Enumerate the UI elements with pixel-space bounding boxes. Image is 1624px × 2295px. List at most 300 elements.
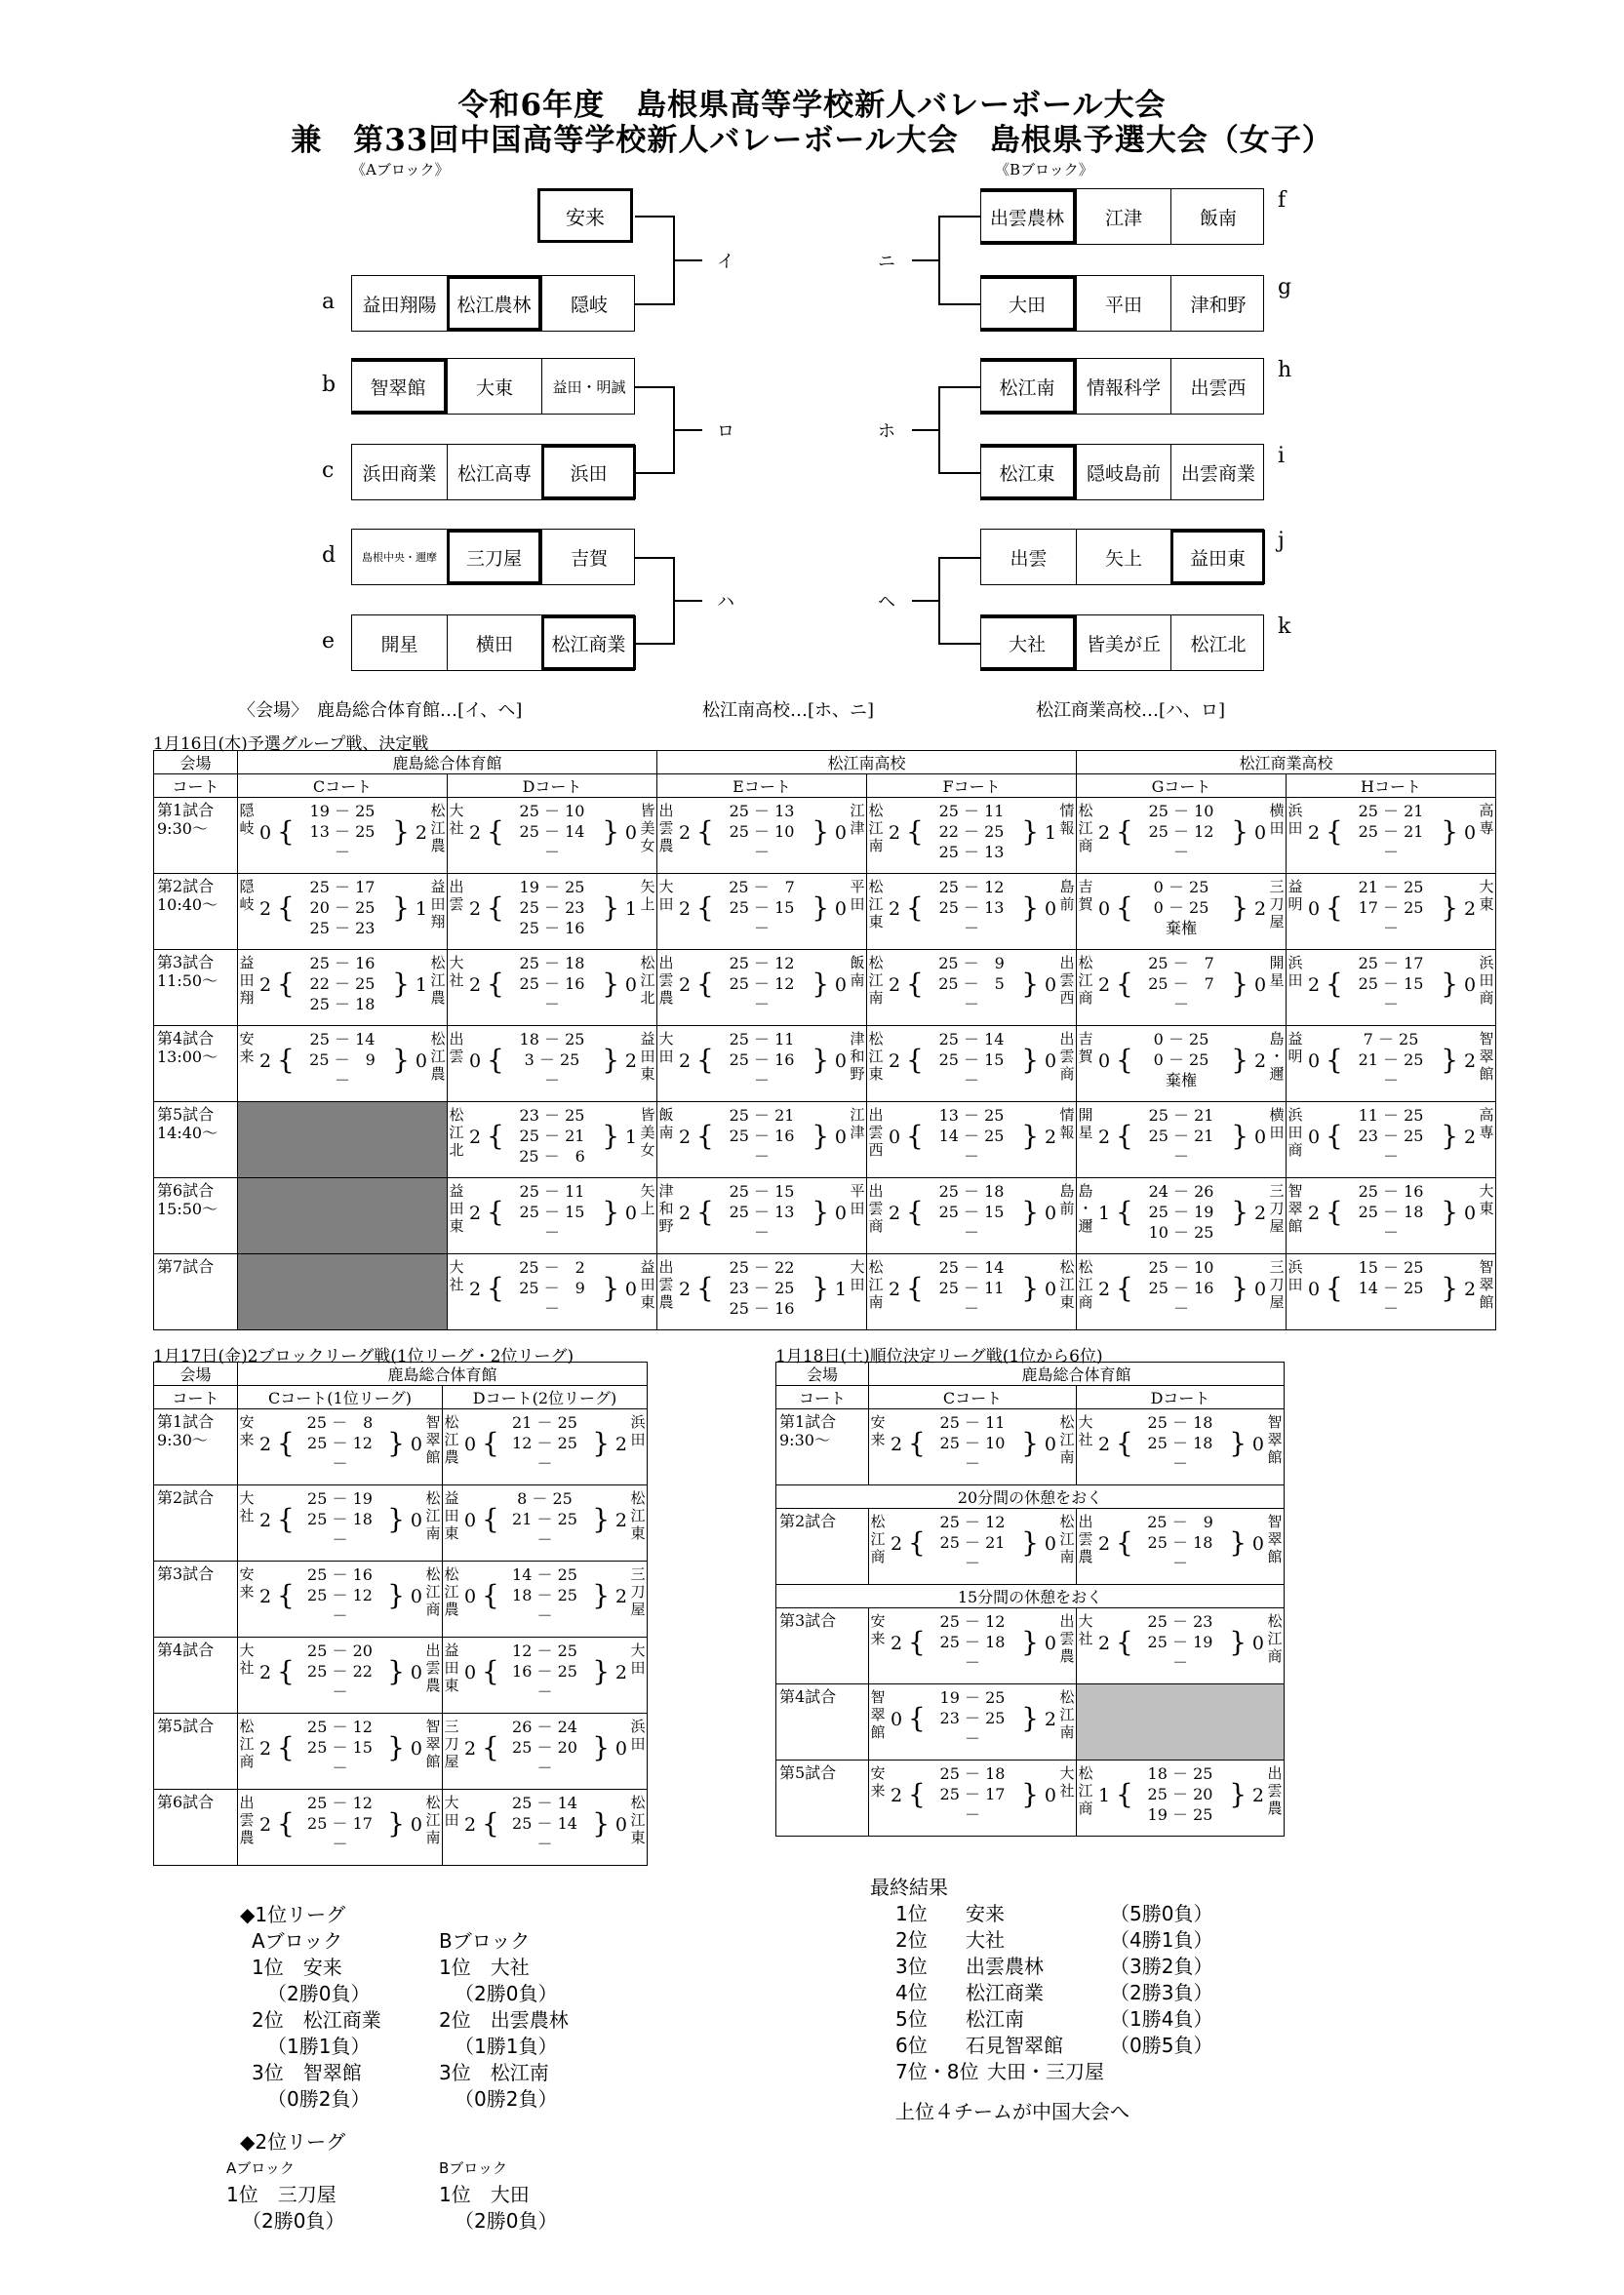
- set-score: －: [964, 1454, 980, 1473]
- team-cell: 隠岐島前: [1076, 445, 1170, 499]
- set-score: 22 － 25: [938, 822, 1005, 841]
- sets-won-home: 2: [889, 1050, 901, 1072]
- set-scores: [924, 877, 1019, 938]
- team-home: 出 雲 西: [868, 1106, 884, 1159]
- brace-left: {: [1116, 968, 1133, 1000]
- brace-right: }: [387, 1655, 405, 1687]
- sets-won-home: 1: [1098, 1203, 1111, 1224]
- team-home: 大 社: [449, 1258, 464, 1293]
- set-score: 25 － 18: [519, 954, 585, 972]
- final-record: （5勝0負）: [1110, 1902, 1213, 1925]
- day2-caption: 1月17日(金)2ブロックリーグ戦(1位リーグ・2位リーグ): [153, 1347, 574, 1366]
- brace-left: {: [696, 1196, 714, 1228]
- brace-right: }: [1021, 1044, 1040, 1076]
- brace-left: {: [482, 1579, 499, 1611]
- sets-won-home: 2: [889, 1203, 901, 1224]
- sets-won-away: 2: [1253, 1050, 1267, 1072]
- sets-won-home: 2: [1098, 1533, 1111, 1555]
- brace-right: }: [1231, 1044, 1249, 1076]
- venue-header-label: 会場: [154, 1363, 238, 1386]
- set-score: 25 － 21: [1358, 822, 1424, 841]
- match-result: [238, 1409, 442, 1484]
- brace-left: {: [482, 1655, 499, 1687]
- set-score: 25 － 11: [519, 1182, 585, 1201]
- brace-right: }: [1229, 1526, 1248, 1559]
- set-score: 19 － 25: [939, 1688, 1006, 1707]
- venue-name: 鹿島総合体育館: [869, 1363, 1285, 1386]
- sets-won-home: 2: [469, 974, 482, 996]
- day3-table: [775, 1362, 1285, 1837]
- sets-won-home: 2: [259, 1434, 272, 1455]
- match-cell: [238, 1026, 448, 1102]
- team-away: 出 雲 西: [1059, 954, 1075, 1007]
- group-label: g: [1278, 275, 1292, 299]
- brace-right: }: [602, 1196, 620, 1228]
- match-result: [867, 950, 1076, 1025]
- sets-won-away: 1: [834, 1279, 848, 1300]
- final-rank: 6位: [895, 2034, 928, 2057]
- set-score: 18 － 25: [512, 1586, 577, 1604]
- match-result: [657, 950, 866, 1025]
- set-score: 25 － 10: [1148, 802, 1214, 820]
- team-cell: 三刀屋: [447, 530, 541, 584]
- brace-left: {: [1116, 1778, 1133, 1810]
- match-row: [776, 1509, 1285, 1585]
- set-score: －: [754, 995, 771, 1013]
- set-score: 24 － 26: [1148, 1182, 1214, 1201]
- set-score: 25 － 10: [1148, 1258, 1214, 1277]
- set-score: －: [332, 1759, 348, 1777]
- sets-won-home: 1: [1098, 1785, 1111, 1806]
- sets-won-home: 2: [891, 1785, 903, 1806]
- brace-left: {: [1116, 1272, 1133, 1304]
- set-scores: [1343, 1029, 1439, 1090]
- brace-left: {: [908, 1526, 926, 1559]
- venue-header-row: [154, 1363, 648, 1386]
- match-cell: [657, 1254, 867, 1330]
- set-score: 25 － 21: [1148, 1106, 1214, 1125]
- team-away: 平 田: [850, 1182, 865, 1217]
- match-row: [154, 1485, 648, 1562]
- brace-left: {: [482, 1731, 499, 1763]
- set-scores: [504, 801, 600, 862]
- match-cell: [448, 950, 657, 1026]
- set-score: －: [1173, 1299, 1190, 1318]
- set-scores: [295, 801, 390, 862]
- match-slot: 第2試合 10:40～: [154, 874, 238, 950]
- match-slot: 第2試合: [776, 1509, 869, 1585]
- match-cell: [867, 1102, 1077, 1178]
- final-note: 上位４チームが中国大会へ: [895, 2100, 1129, 2123]
- brace-left: {: [1116, 1044, 1133, 1076]
- final-team: 安来: [966, 1902, 1005, 1925]
- team-away: 松 江 南: [425, 1794, 441, 1846]
- brace-left: {: [1116, 1526, 1133, 1559]
- team-cell: 浜田商業: [362, 462, 437, 485]
- group-row: [980, 358, 1264, 415]
- match-cell: [1287, 1026, 1496, 1102]
- team-home: 益 田 翔: [239, 954, 255, 1007]
- set-score: 25 － 12: [939, 1612, 1006, 1631]
- sets-won-home: 2: [891, 1533, 903, 1555]
- set-score: 25 － 14: [519, 822, 585, 841]
- bracket-line: [635, 472, 674, 474]
- court-name: Dコート(2位リーグ): [443, 1386, 648, 1409]
- bracket-line: [912, 259, 939, 261]
- team-away: 松 江 南: [1059, 1413, 1075, 1466]
- set-scores: [295, 1564, 385, 1626]
- match-slot: 第1試合 9:30～: [154, 1409, 238, 1485]
- match-result: [238, 1026, 447, 1101]
- venue-header-row: [154, 751, 1496, 774]
- match-result: [867, 1178, 1076, 1253]
- match-cell: [1077, 1684, 1285, 1761]
- brace-left: {: [482, 1427, 499, 1459]
- match-result: [448, 950, 656, 1025]
- brace-left: {: [487, 1196, 504, 1228]
- day1-table: [153, 750, 1496, 1330]
- team-home: 浜 田: [1287, 1258, 1303, 1293]
- match-result: [1287, 1254, 1495, 1329]
- set-scores: [714, 801, 810, 862]
- sets-won-home: 2: [1308, 1203, 1321, 1224]
- team-away: 出 雲 農: [425, 1642, 441, 1694]
- match-result: [867, 798, 1076, 873]
- court-header-label: コート: [154, 1386, 238, 1409]
- set-scores: [1133, 1029, 1229, 1090]
- break-row: [776, 1485, 1285, 1509]
- team-home: 隠 岐: [239, 802, 255, 837]
- brace-right: }: [812, 1196, 830, 1228]
- brace-right: }: [1021, 1778, 1039, 1810]
- final-title: 最終結果: [870, 1876, 948, 1899]
- set-score: －: [1173, 995, 1190, 1013]
- match-row: [154, 798, 1496, 874]
- sets-won-away: 0: [834, 1203, 848, 1224]
- brace-right: }: [1441, 815, 1459, 848]
- group-label: d: [322, 543, 337, 568]
- match-cell: [238, 874, 448, 950]
- match-result: [869, 1608, 1076, 1683]
- sets-won-away: 2: [1253, 1203, 1267, 1224]
- sets-won-home: 2: [889, 974, 901, 996]
- sets-won-away: 0: [834, 1127, 848, 1148]
- match-cell: [869, 1684, 1077, 1761]
- venue-note-1: 〈会場〉 鹿島総合体育館…[イ、ヘ]: [238, 700, 523, 721]
- set-scores: [499, 1793, 590, 1854]
- sets-won-home: 2: [259, 1662, 272, 1683]
- set-score: 25 － 11: [938, 1279, 1005, 1297]
- match-result: [443, 1409, 647, 1484]
- team-home: 浜 田: [1287, 954, 1303, 989]
- group-row: [351, 275, 635, 332]
- match-cell: [238, 1178, 448, 1254]
- set-score: 25 － 9: [1147, 1513, 1213, 1531]
- set-score: 25 － 16: [729, 1299, 795, 1318]
- set-scores: [714, 1029, 810, 1090]
- set-score: －: [754, 1147, 771, 1166]
- team-away: 松 江 東: [1059, 1258, 1075, 1311]
- set-scores: [499, 1641, 590, 1702]
- team-home: 松 江 商: [239, 1718, 255, 1770]
- set-score: 25 － 12: [307, 1434, 373, 1452]
- brace-right: }: [1021, 1120, 1040, 1152]
- league1-title: ◆1位リーグ: [240, 1903, 346, 1926]
- league-line: 1位 大田: [439, 2183, 530, 2206]
- sets-won-home: 2: [469, 822, 482, 844]
- brace-right: }: [812, 1044, 830, 1076]
- sets-won-away: 0: [1044, 1633, 1056, 1654]
- set-score: 25 － 16: [307, 1565, 373, 1584]
- team-home: 大 田: [658, 878, 674, 913]
- match-row: [154, 1409, 648, 1485]
- block-label: Bブロック: [439, 2159, 507, 2177]
- brace-left: {: [906, 891, 924, 924]
- match-result: [867, 1026, 1076, 1101]
- set-score: －: [1172, 1653, 1189, 1672]
- match-cell: [657, 1102, 867, 1178]
- team-home: 大 田: [444, 1794, 459, 1829]
- team-away: 松 江 東: [630, 1489, 646, 1542]
- sets-won-home: 2: [1308, 974, 1321, 996]
- match-slot: 第4試合: [154, 1638, 238, 1714]
- team-cell: 江津: [1076, 189, 1170, 244]
- match-cell: [443, 1790, 648, 1866]
- bracket-line: [635, 557, 674, 559]
- team-home: 安 来: [239, 1565, 255, 1601]
- team-away: 浜 田: [630, 1413, 646, 1448]
- team-cell: 出雲西: [1170, 359, 1265, 414]
- group-label: c: [322, 458, 335, 483]
- team-home: 松 江 商: [870, 1513, 886, 1565]
- match-result: [238, 798, 447, 873]
- set-score: 25 － 15: [938, 1203, 1005, 1221]
- brace-right: }: [1441, 891, 1459, 924]
- set-score: 12 － 25: [512, 1642, 577, 1660]
- team-cell: 松江東: [981, 445, 1076, 499]
- team-home: 安 来: [870, 1413, 886, 1448]
- sets-won-home: 2: [259, 1586, 272, 1607]
- set-score: －: [544, 1299, 561, 1318]
- sets-won-home: 2: [1098, 1434, 1111, 1455]
- match-cell: [1287, 1178, 1496, 1254]
- brace-left: {: [487, 815, 504, 848]
- sets-won-away: 2: [614, 1662, 628, 1683]
- brace-left: {: [696, 815, 714, 848]
- brace-left: {: [696, 1272, 714, 1304]
- sets-won-away: 0: [410, 1662, 422, 1683]
- match-slot: 第3試合 11:50～: [154, 950, 238, 1026]
- set-score: 25 － 15: [729, 898, 795, 917]
- sets-won-away: 2: [614, 1510, 628, 1531]
- team-cell: 浜田: [541, 445, 636, 499]
- sets-won-away: 0: [1463, 974, 1477, 996]
- match-cell: [1077, 1608, 1285, 1684]
- team-cell: 大東: [447, 359, 541, 414]
- sets-won-home: 0: [469, 1050, 482, 1072]
- set-score: 25 － 10: [519, 802, 585, 820]
- match-slot: 第5試合: [776, 1761, 869, 1837]
- brace-left: {: [277, 1807, 295, 1840]
- set-score: 25 － 18: [1147, 1533, 1213, 1552]
- league1-block-a: [252, 1928, 381, 2113]
- set-score: 25 － 17: [1358, 954, 1424, 972]
- bracket-line: [673, 600, 702, 602]
- set-score: 25 － 9: [938, 954, 1005, 972]
- league-line: （0勝2負）: [455, 2087, 558, 2111]
- match-slot: 第1試合 9:30～: [154, 798, 238, 874]
- set-scores: [295, 877, 390, 938]
- set-score: 25 － 18: [1358, 1203, 1424, 1221]
- venue-name: 鹿島総合体育館: [238, 1363, 648, 1386]
- set-score: －: [1383, 1299, 1400, 1318]
- league-line: （0勝2負）: [267, 2087, 371, 2111]
- team-home: 益 田 東: [444, 1489, 459, 1542]
- day3-caption: 1月18日(土)順位決定リーグ戦(1位から6位): [775, 1347, 1103, 1366]
- match-cell: [238, 1562, 443, 1638]
- brace-left: {: [277, 815, 295, 848]
- team-cell: 益田東: [1170, 530, 1265, 584]
- group-label: i: [1278, 444, 1286, 468]
- sets-won-away: 0: [624, 974, 638, 996]
- sets-won-away: 1: [624, 898, 638, 920]
- team-cell: 松江高専: [447, 445, 541, 499]
- league2-block-b: [439, 2156, 557, 2235]
- match-cell: [1077, 874, 1287, 950]
- brace-left: {: [487, 1272, 504, 1304]
- sets-won-home: 2: [469, 1279, 482, 1300]
- sets-won-home: 0: [464, 1434, 477, 1455]
- team-away: 浜 田 商: [1479, 954, 1494, 1007]
- team-away: 三 刀 屋: [630, 1565, 646, 1618]
- set-scores: [295, 1488, 385, 1550]
- match-result: [448, 1254, 656, 1329]
- court-name: Cコート(1位リーグ): [238, 1386, 443, 1409]
- final-team: 大社: [966, 1928, 1005, 1952]
- set-score: 19 － 25: [1147, 1805, 1213, 1824]
- sets-won-away: 0: [614, 1814, 628, 1836]
- set-score: 25 － 18: [309, 995, 376, 1013]
- league2-title: ◆2位リーグ: [240, 2130, 346, 2154]
- set-score: 25 － 18: [1147, 1413, 1213, 1432]
- match-cell: [238, 950, 448, 1026]
- match-result: [657, 1254, 866, 1329]
- bracket-line: [673, 259, 702, 261]
- team-cell: 吉賀: [541, 530, 636, 584]
- title-line-2: 兼 第33回中国高等学校新人バレーボール大会 島根県予選大会（女子）: [291, 123, 1333, 158]
- team-cell: 横田: [447, 615, 541, 670]
- brace-right: }: [1231, 815, 1249, 848]
- team-cell: 津和野: [1170, 276, 1265, 331]
- match-result: [657, 1178, 866, 1253]
- team-home: 大 社: [239, 1489, 255, 1524]
- set-score: －: [1383, 1147, 1400, 1166]
- match-result: [1077, 1761, 1284, 1836]
- set-score: 25 － 12: [939, 1513, 1006, 1531]
- set-score: －: [544, 1071, 561, 1089]
- set-score: 25 － 21: [1148, 1127, 1214, 1145]
- set-score: 棄権: [1166, 1071, 1198, 1089]
- team-home: 松 江 北: [449, 1106, 464, 1159]
- bracket-line: [939, 386, 980, 388]
- venue-name: 松江商業高校: [1077, 751, 1496, 774]
- match-cell: [657, 798, 867, 874]
- sets-won-away: 1: [415, 898, 427, 920]
- brace-right: }: [1441, 1120, 1459, 1152]
- team-away: 益 田 東: [640, 1258, 655, 1311]
- match-cell: [657, 950, 867, 1026]
- sets-won-home: 2: [891, 1434, 903, 1455]
- match-result: [1077, 1102, 1286, 1177]
- match-row: [154, 1254, 1496, 1330]
- set-score: －: [332, 1606, 348, 1625]
- sets-won-home: 2: [889, 898, 901, 920]
- set-score: 25 － 14: [309, 1030, 376, 1049]
- team-cell: 皆美が丘: [1076, 615, 1170, 670]
- match-cell: [1077, 950, 1287, 1026]
- set-score: 25 － 10: [729, 822, 795, 841]
- brace-right: }: [1021, 1626, 1039, 1658]
- brace-right: }: [1021, 1526, 1039, 1559]
- team-home: 大 社: [1078, 1413, 1093, 1448]
- team-home: 安 来: [239, 1413, 255, 1448]
- set-scores: [504, 1105, 600, 1167]
- set-scores: [295, 1412, 385, 1474]
- brace-left: {: [1116, 1120, 1133, 1152]
- match-cell: [448, 1102, 657, 1178]
- match-row: [776, 1409, 1285, 1485]
- set-score: －: [334, 843, 350, 861]
- league-line: 1位 三刀屋: [226, 2183, 337, 2206]
- brace-left: {: [1116, 815, 1133, 848]
- brace-right: }: [1021, 1427, 1039, 1459]
- team-away: 情 報: [1059, 1106, 1075, 1141]
- team-home: 松 江 南: [868, 1258, 884, 1311]
- team-away: 高 専: [1479, 802, 1494, 837]
- match-cell: [1287, 950, 1496, 1026]
- set-score: 25 － 12: [729, 954, 795, 972]
- match-cell: [443, 1409, 648, 1485]
- team-cell: 出雲農林: [981, 189, 1076, 244]
- match-cell: [443, 1714, 648, 1790]
- team-home: 出 雲 農: [658, 1258, 674, 1311]
- block-a-label: 《Aブロック》: [351, 161, 450, 178]
- set-score: 25 － 16: [309, 954, 376, 972]
- match-result: [443, 1714, 647, 1789]
- match-result: [448, 874, 656, 949]
- team-cell: 出雲: [1010, 547, 1048, 570]
- set-score: 3 － 25: [524, 1050, 580, 1069]
- team-cell: 大社: [981, 615, 1076, 670]
- set-score: 23 － 25: [939, 1709, 1006, 1727]
- team-away: 平 田: [850, 878, 865, 913]
- match-cell: [1077, 1026, 1287, 1102]
- venue-header-label: 会場: [776, 1363, 869, 1386]
- match-cell: [1077, 798, 1287, 874]
- sets-won-away: 0: [834, 822, 848, 844]
- brace-left: {: [906, 1272, 924, 1304]
- team-cell: 松江北: [1170, 615, 1265, 670]
- set-score: 25 － 14: [938, 1258, 1005, 1277]
- set-score: 25 － 19: [307, 1489, 373, 1508]
- match-result: [1077, 798, 1286, 873]
- match-result: [238, 1638, 442, 1713]
- brace-left: {: [277, 1731, 295, 1763]
- set-score: －: [964, 995, 980, 1013]
- set-score: －: [544, 843, 561, 861]
- team-away: 矢 上: [640, 1182, 655, 1217]
- set-scores: [924, 953, 1019, 1014]
